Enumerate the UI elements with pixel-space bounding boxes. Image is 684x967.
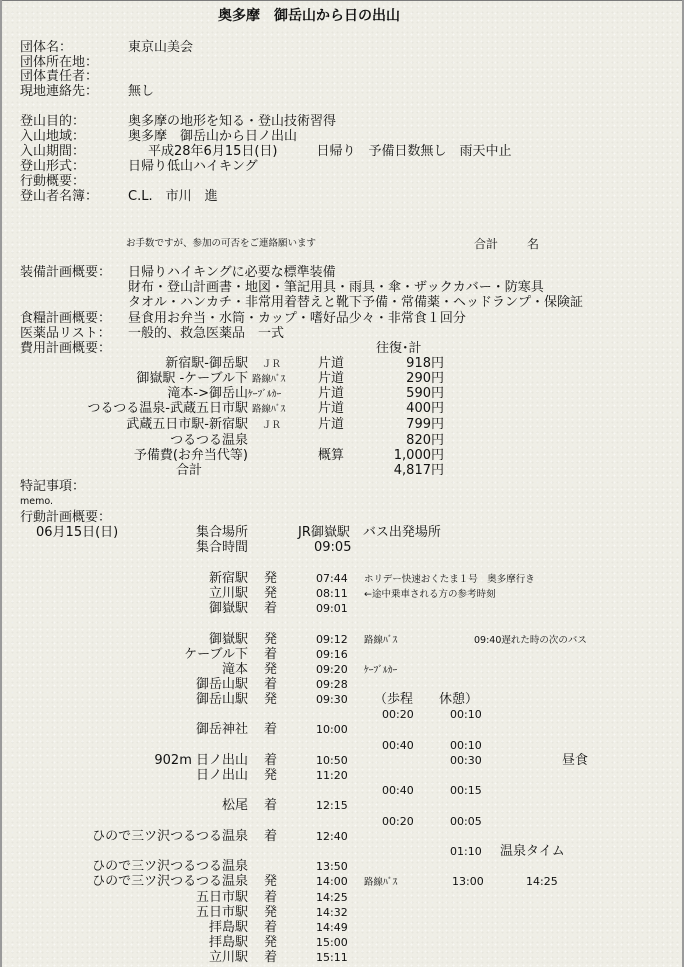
top-border [0,0,684,1]
schedule-act: 着 [264,601,278,616]
meeting-place-label: 集合場所 [196,525,249,540]
cost-row-amount: 820円 [406,433,444,448]
rest-time: 00:05 [450,815,482,828]
schedule-time: 14:49 [316,921,348,934]
cost-row-amount: 290円 [406,371,444,386]
cost-row-carrier: ＪＲ [262,359,282,370]
cost-row-amount: 918円 [406,356,444,371]
schedule-act: 発 [264,571,278,586]
schedule-act: 着 [264,950,278,965]
schedule-act: 着 [264,722,278,737]
schedule-note: ←途中乗車される方の参考時刻 [364,589,496,600]
schedule-note: ホリデー快速おくたま１号 奥多摩行き [364,574,535,585]
schedule-place: 立川駅 [208,586,248,601]
cost-header: 往復･計 [376,341,422,356]
left-border [0,0,2,967]
cost-row-type: 片道 [318,401,345,416]
schedule-place: ひので三ツ沢つるつる温泉 [92,859,248,874]
page-title: 奥多摩 御岳山から日の出山 [218,8,400,24]
cost-row-route: 滝本->御岳山 [167,386,248,401]
medical-label: 医薬品リスト： [20,326,111,341]
cost-row-carrier: ＪＲ [262,420,282,431]
cost-row-amount: 400円 [406,401,444,416]
org-name-value: 東京山美会 [128,40,194,55]
schedule-act: 着 [264,677,278,692]
members-value: C.L. 市川 進 [128,189,218,204]
meeting-time-value: 09:05 [314,540,352,555]
meeting-place-value: JR御嶽駅 バス出発場所 [298,525,441,540]
schedule-time: 12:15 [316,799,348,812]
cost-row-route: 新宿駅-御岳駅 [165,356,248,371]
schedule-place: ひので三ツ沢つるつる温泉 [92,829,248,844]
schedule-act: 着 [264,890,278,905]
onsen-time-note: 温泉タイム [500,844,565,859]
schedule-place: 新宿駅 [208,571,248,586]
schedule-time: 09:28 [316,678,348,691]
schedule-place: 拝島駅 [208,935,248,950]
schedule-place: 滝本 [221,662,248,677]
food-label: 食糧計画概要： [20,311,112,326]
schedule-time: 12:40 [316,830,348,843]
bus-time-1: 13:00 [452,875,484,888]
bus-time-2: 14:25 [526,875,558,888]
schedule-act: 着 [264,829,278,844]
purpose-value: 奥多摩の地形を知る・登山技術習得 [128,114,337,129]
cost-row-route: つるつる温泉 [170,433,248,448]
schedule-act: 発 [264,632,278,647]
cost-row-type: 片道 [318,417,345,432]
org-address-label: 団体所在地： [20,55,99,70]
equipment-label: 装備計画概要： [20,265,112,280]
org-leader-label: 団体責任者： [20,69,99,84]
action-summary-label: 行動概要： [20,174,86,189]
equipment-line-3: タオル・ハンカチ・非常用着替えと靴下予備・常備薬・ヘッドランプ・保険証 [128,295,584,310]
cost-row-type: 片道 [318,356,345,371]
rest-time: 00:15 [450,784,482,797]
cost-row-carrier: 路線ﾊﾞｽ [252,404,286,415]
rest-time: 00:10 [450,739,482,752]
cost-total-label: 合計 [176,463,203,478]
schedule-act: 着 [264,647,278,662]
cost-row-amount: 590円 [406,386,444,401]
cost-row-route: つるつる温泉-武蔵五日市駅 [87,401,248,416]
walk-time: 00:40 [382,784,414,797]
schedule-act: 発 [264,768,278,783]
area-label: 入山地域： [20,129,86,144]
schedule-act: 発 [264,905,278,920]
walk-time: 00:20 [382,815,414,828]
walk-rest-header: （歩程 休憩） [374,692,479,707]
schedule-time: 10:00 [316,723,348,736]
schedule-time: 09:20 [316,663,348,676]
schedule-time: 09:01 [316,602,348,615]
period-value: 平成28年6月15日(日) 日帰り 予備日数無し 雨天中止 [122,144,512,159]
schedule-time: 08:11 [316,587,348,600]
schedule-place: 松尾 [221,798,248,813]
schedule-time: 14:00 [316,875,348,888]
rest-time: 00:30 [450,754,482,767]
cost-row-route: 予備費(お弁当代等) [133,448,248,463]
rest-time: 01:10 [450,845,482,858]
style-value: 日帰り低山ハイキング [128,159,258,174]
schedule-time: 10:50 [316,754,348,767]
memo-text: memo. [20,496,54,507]
cost-row-carrier: 路線ﾊﾞｽ [252,374,286,385]
schedule-time: 09:12 [316,633,348,646]
schedule-place: 日ノ出山 [195,768,248,783]
schedule-place: 御岳山駅 [195,692,248,707]
walk-time: 00:40 [382,739,414,752]
schedule-note: 路線ﾊﾞｽ [364,635,398,646]
members-label: 登山者名簿： [20,189,99,204]
total-label: 合計 [474,237,499,251]
schedule-act: 発 [264,935,278,950]
cost-label: 費用計画概要： [20,341,112,356]
schedule-time: 09:30 [316,693,348,706]
schedule-place: ひので三ツ沢つるつる温泉 [92,874,248,889]
schedule-place: 御嶽駅 [208,632,248,647]
schedule-label: 行動計画概要： [20,510,112,525]
schedule-time: 15:11 [316,951,348,964]
schedule-time: 15:00 [316,936,348,949]
schedule-time: 14:25 [316,891,348,904]
local-contact-label: 現地連絡先： [20,84,99,99]
schedule-note: ｹｰﾌﾞﾙｶｰ [364,665,398,676]
lunch-note: 昼食 [562,753,589,768]
schedule-time: 14:32 [316,906,348,919]
cost-total-amount: 4,817円 [393,463,444,478]
schedule-place: 拝島駅 [208,920,248,935]
schedule-place: ケーブル下 [184,647,248,662]
area-value: 奥多摩 御岳山から日ノ出山 [128,129,298,144]
schedule-act: 着 [264,753,278,768]
purpose-label: 登山目的： [20,114,86,129]
equipment-line-1: 日帰りハイキングに必要な標準装備 [128,265,336,280]
schedule-act: 発 [264,874,278,889]
schedule-place: 五日市駅 [195,890,248,905]
schedule-place: 御嶽駅 [208,601,248,616]
schedule-act: 発 [264,692,278,707]
schedule-place: 御岳神社 [195,722,248,737]
cost-row-type: 片道 [318,371,345,386]
schedule-time: 09:16 [316,648,348,661]
cost-row-carrier: ｹｰﾌﾞﾙｶｰ [248,389,282,400]
local-contact-value: 無し [128,84,155,99]
schedule-place: 五日市駅 [195,905,248,920]
schedule-note-alt-bus: 09:40遅れた時の次のバス [474,635,587,646]
cost-row-type: 概算 [318,448,345,463]
medical-value: 一般的、救急医薬品 一式 [128,326,285,341]
schedule-place: 御岳山駅 [195,677,248,692]
rest-time: 00:10 [450,708,482,721]
schedule-time: 11:20 [316,769,348,782]
special-label: 特記事項： [20,479,86,494]
period-label: 入山期間： [20,144,86,159]
schedule-act: 発 [264,662,278,677]
cost-row-amount: 799円 [406,417,444,432]
equipment-line-2: 財布・登山計画書・地図・筆記用具・雨具・傘・ザックカバー・防寒具 [128,280,544,295]
schedule-place: 902m 日ノ出山 [154,753,248,768]
schedule-time: 13:50 [316,860,348,873]
cost-row-amount: 1,000円 [393,448,444,463]
schedule-date: 06月15日(日) [36,525,119,540]
org-name-label: 団体名： [20,40,73,55]
meeting-time-label: 集合時間 [196,540,249,555]
cost-row-route: 武蔵五日市駅-新宿駅 [126,417,248,432]
schedule-act: 着 [264,798,278,813]
schedule-time: 07:44 [316,572,348,585]
schedule-note: 路線ﾊﾞｽ [364,877,398,888]
walk-time: 00:20 [382,708,414,721]
notice-text: お手数ですが、参加の可否をご連絡願います [126,238,317,249]
cost-row-route: 御嶽駅 -ケーブル下 [136,371,248,386]
schedule-act: 着 [264,920,278,935]
schedule-act: 発 [264,586,278,601]
schedule-place: 立川駅 [208,950,248,965]
food-value: 昼食用お弁当・水筒・カップ・嗜好品少々・非常食１回分 [128,311,466,326]
total-unit: 名 [527,237,540,251]
style-label: 登山形式： [20,159,86,174]
cost-row-type: 片道 [318,386,345,401]
